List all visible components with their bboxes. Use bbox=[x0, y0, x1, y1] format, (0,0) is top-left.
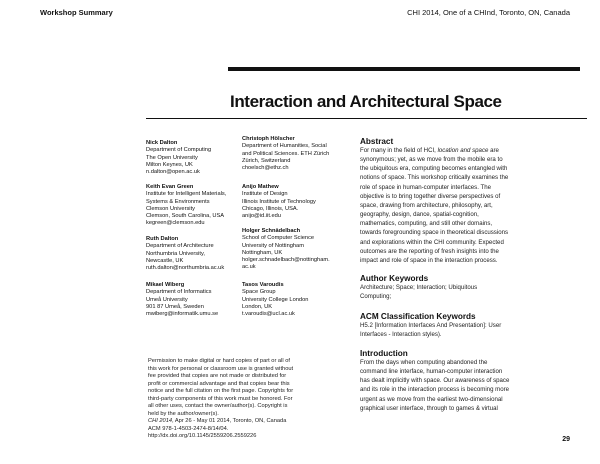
introduction-line: graphical user interface, through to games & virtual bbox=[360, 404, 498, 412]
paper-title: Interaction and Architectural Space bbox=[230, 92, 502, 111]
venue-details: , Apr 26 - May 01 2014, Toronto, ON, Canada bbox=[172, 418, 287, 424]
permission-line: all other uses, contact the owner/author(s). Copyright is bbox=[148, 403, 288, 409]
permission-line: held by the author/owner(s). bbox=[148, 410, 219, 417]
author-affiliation: Nottingham, UK bbox=[242, 249, 283, 256]
introduction-line: From the days when computing abandoned the bbox=[360, 359, 488, 366]
running-header-right: CHI 2014, One of a CHInd, Toronto, ON, Canada bbox=[407, 8, 570, 17]
introduction-heading: Introduction bbox=[360, 349, 408, 358]
author-affiliation: 901 87 Umeå, Sweden bbox=[146, 303, 204, 310]
abstract-line: outcomes are the reporting of fresh insights into the bbox=[360, 247, 499, 255]
permission-line: Permission to make digital or hard copies of part or all of bbox=[148, 358, 290, 364]
acm-classification-body bbox=[360, 321, 585, 339]
permission-line: third-party components of this work must be honored. For bbox=[148, 395, 293, 402]
author-affiliation: Department of Humanities, Social bbox=[242, 143, 327, 150]
author-affiliation: Department of Computing bbox=[146, 147, 212, 154]
author-block bbox=[242, 282, 354, 318]
author-email: anijo@id.iit.edu bbox=[242, 213, 281, 220]
abstract-line: notions of space. This workshop critically examines the bbox=[360, 174, 509, 182]
author-affiliation: School of Computer Science bbox=[242, 235, 315, 242]
permission-line: notice and the full citation on the first page. Copyrights for bbox=[148, 388, 294, 394]
acm-classification-line: H5.2 [Information Interfaces And Presentation]: User bbox=[360, 322, 502, 329]
introduction-line: has dealt implicitly with space. Our awareness of space bbox=[360, 377, 510, 385]
abstract-line: mathematics, computing, and still other domains, bbox=[360, 220, 493, 228]
author-affiliation: Northumbria University, bbox=[146, 250, 205, 257]
acm-isbn: ACM 978-1-4503-2474-8/14/04. bbox=[148, 425, 229, 432]
title-separator bbox=[146, 118, 587, 119]
author-name: Ruth Dalton bbox=[146, 236, 179, 242]
abstract-emphasis: location and space bbox=[437, 147, 489, 154]
author-affiliation: University College London bbox=[242, 296, 309, 303]
abstract-line: geography, design, dance, spatial-cognition, bbox=[360, 211, 479, 219]
author-affiliation: Umeå University bbox=[146, 296, 188, 303]
doi-link[interactable]: http://dx.doi.org/10.1145/2559206.2559226 bbox=[148, 433, 257, 439]
abstract-line: and explorations within the CHI community. Expected bbox=[360, 238, 504, 246]
author-name: Christoph Hölscher bbox=[242, 136, 295, 142]
author-affiliation: Clemson, South Carolina, USA bbox=[146, 213, 225, 220]
abstract-body bbox=[360, 146, 585, 265]
author-affiliation: Space Group bbox=[242, 289, 276, 296]
introduction-section bbox=[360, 349, 585, 413]
author-email: kegreen@clemson.edu bbox=[146, 220, 205, 227]
author-affiliation: Newcastle, UK bbox=[146, 257, 184, 264]
author-email: t.varoudis@ucl.ac.uk bbox=[242, 311, 295, 318]
abstract-line: objective is to bring together diverse perspectives of bbox=[360, 192, 501, 200]
running-header-left: Workshop Summary bbox=[40, 8, 113, 17]
title-rule bbox=[228, 67, 580, 71]
abstract-line: synonymous; yet, as we move from the mobile era to bbox=[360, 156, 503, 164]
introduction-line: and its role in the interaction process is becoming more bbox=[360, 386, 510, 394]
author-affiliation: Department of Informatics bbox=[146, 289, 212, 296]
keywords-heading: Author Keywords bbox=[360, 274, 429, 283]
author-affiliation: Illinois Institute of Technology bbox=[242, 198, 316, 205]
permission-line: this work for personal or classroom use is granted without bbox=[148, 365, 294, 372]
abstract-line: the ubiquitous era, computing becomes entangled with bbox=[360, 165, 508, 173]
author-email: ruth.dalton@northumbria.ac.uk bbox=[146, 265, 225, 272]
acm-classification-section bbox=[360, 312, 585, 339]
author-email: holger.schnadelbach@nottingham. bbox=[242, 257, 330, 264]
introduction-body bbox=[360, 358, 585, 413]
venue-name: CHI 2014 bbox=[148, 418, 173, 424]
acm-classification-heading: ACM Classification Keywords bbox=[360, 312, 476, 321]
author-affiliation: Department of Architecture bbox=[146, 243, 214, 250]
author-affiliation: Systems & Environments bbox=[146, 198, 210, 205]
author-name: Nick Dalton bbox=[146, 140, 178, 146]
author-email: n.dalton@open.ac.uk bbox=[146, 169, 200, 176]
introduction-line: command line interface, human-computer interaction bbox=[360, 368, 503, 376]
author-name: Holger Schnädelbach bbox=[242, 228, 301, 234]
author-affiliation: Milton Keynes, UK bbox=[146, 161, 193, 168]
author-affiliation: Chicago, Illinois, USA. bbox=[242, 205, 299, 212]
author-name: Anijo Mathew bbox=[242, 184, 279, 190]
abstract-line bbox=[360, 146, 585, 155]
author-affiliation: Institute of Design bbox=[242, 191, 288, 198]
acm-classification-line: Interfaces - Interaction styles). bbox=[360, 331, 442, 339]
introduction-line: urgent as we move from the earliest two-dimensional bbox=[360, 395, 503, 403]
author-affiliation: and Political Sciences. ETH Zürich bbox=[242, 150, 330, 157]
abstract-heading: Abstract bbox=[360, 137, 394, 146]
author-affiliation: Clemson University bbox=[146, 205, 195, 212]
author-affiliation: University of Nottingham bbox=[242, 242, 304, 249]
abstract-line: role of space in human-computer interfaces. The bbox=[360, 183, 491, 191]
abstract-line: space, drawing from architecture, philosophy, art, bbox=[360, 201, 493, 209]
author-affiliation: Zürich, Switzerland bbox=[242, 157, 291, 164]
author-email: ac.uk bbox=[242, 264, 256, 271]
keywords-line: Computing; bbox=[360, 293, 392, 301]
author-name: Mikael Wiberg bbox=[146, 282, 185, 288]
abstract-line: impact and role of space in the interaction process. bbox=[360, 256, 498, 264]
keywords-body bbox=[360, 283, 585, 301]
author-block bbox=[242, 184, 354, 220]
keywords-line: Architecture; Space; Interaction; Ubiquitous bbox=[360, 284, 478, 291]
permission-notice bbox=[148, 358, 348, 441]
author-email: mwiberg@informatik.umu.se bbox=[146, 311, 219, 318]
author-affiliation: Institute for Intelligent Materials, bbox=[146, 191, 227, 198]
author-email: choelsch@ethz.ch bbox=[242, 165, 289, 172]
abstract-line: towards foregrounding space in theoretical discussions bbox=[360, 229, 509, 237]
abstract-section bbox=[360, 137, 585, 265]
author-affiliation: London, UK bbox=[242, 303, 273, 310]
permission-line: profit or commercial advantage and that copies bear this bbox=[148, 380, 290, 387]
author-affiliation: The Open University bbox=[146, 154, 198, 161]
abstract-text: are bbox=[488, 147, 499, 154]
author-name: Tasos Varoudis bbox=[242, 282, 284, 288]
page-number: 29 bbox=[562, 436, 570, 443]
abstract-text: For many in the field of HCI, bbox=[360, 147, 438, 154]
permission-line: fee provided that copies are not made or distributed for bbox=[148, 373, 287, 379]
author-block bbox=[242, 136, 354, 172]
keywords-section bbox=[360, 274, 585, 301]
author-block bbox=[242, 228, 354, 272]
author-name: Keith Evan Green bbox=[146, 184, 194, 190]
venue-line bbox=[148, 418, 348, 426]
